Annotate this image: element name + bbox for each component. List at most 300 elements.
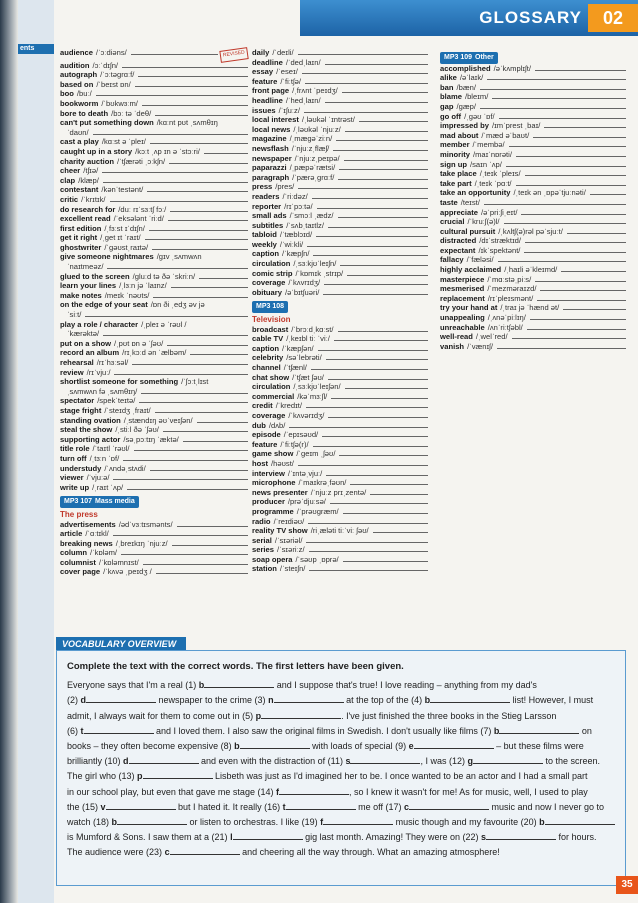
- entry-pronunciation: /ˈɡeɪm ˌʃəʊ/: [296, 449, 336, 459]
- page-number: 35: [616, 876, 638, 894]
- glossary-entry: [60, 157, 248, 167]
- translation-blank[interactable]: [499, 113, 626, 119]
- entry-pronunciation: /ˌbreɪkɪŋ ˈnjuːz/: [115, 538, 168, 548]
- translation-blank[interactable]: [525, 237, 626, 243]
- translation-blank[interactable]: [535, 65, 626, 71]
- translation-blank[interactable]: [325, 97, 428, 103]
- translation-blank[interactable]: [312, 193, 428, 199]
- translation-blank[interactable]: [134, 445, 248, 451]
- glossary-entry: [60, 444, 248, 454]
- translation-blank[interactable]: [163, 426, 248, 432]
- glossary-entry: [60, 61, 248, 71]
- translation-blank[interactable]: [309, 565, 428, 571]
- translation-blank[interactable]: [323, 289, 428, 295]
- translation-blank[interactable]: [328, 374, 428, 380]
- glossary-entry: [60, 548, 248, 558]
- entry-pronunciation: /ˌraɪt ˈʌp/: [92, 482, 124, 492]
- entry-pronunciation: /kɑːnt pʊt ˌsʌmθɪŋ: [156, 118, 218, 128]
- translation-blank[interactable]: [537, 295, 626, 301]
- translation-blank[interactable]: [339, 450, 428, 456]
- glossary-entry: [252, 144, 428, 154]
- translation-blank[interactable]: [516, 180, 626, 186]
- answer-gap[interactable]: [499, 724, 579, 734]
- translation-blank[interactable]: [561, 266, 626, 272]
- glossary-entry: [60, 185, 248, 195]
- translation-blank[interactable]: [309, 546, 428, 552]
- entry-pronunciation: /ɔːˈdɪʃn/: [92, 60, 119, 70]
- overview-text-segment: me off (17): [355, 801, 404, 812]
- entry-pronunciation: /ˈprəʊɡræm/: [296, 506, 339, 516]
- translation-blank[interactable]: [338, 326, 429, 332]
- overview-text-segment: brilliantly (10): [67, 756, 124, 767]
- entry-pronunciation: /ˈfiːtʃə/: [280, 76, 302, 86]
- translation-blank[interactable]: [340, 260, 428, 266]
- entry-word: subtitles: [252, 220, 284, 230]
- entry-pronunciation: /ˈsteɪdʒ ˌfraɪt/: [104, 405, 151, 415]
- translation-blank[interactable]: [307, 241, 428, 247]
- translation-blank[interactable]: [169, 158, 248, 164]
- glossary-entry: [60, 272, 248, 282]
- translation-blank[interactable]: [197, 417, 248, 423]
- glossary-entry: [440, 112, 626, 122]
- translation-blank[interactable]: [170, 206, 248, 212]
- translation-blank[interactable]: [135, 81, 248, 87]
- overview-text-segment: books – they often become expensive (8): [67, 741, 235, 752]
- glossary-entry: [60, 377, 248, 387]
- translation-blank[interactable]: [141, 388, 248, 394]
- translation-blank[interactable]: [313, 250, 428, 256]
- translation-blank[interactable]: [524, 247, 626, 253]
- overview-text-segment: The audience were (23): [67, 847, 165, 858]
- answer-gap[interactable]: [274, 693, 344, 703]
- translation-blank[interactable]: [93, 129, 248, 135]
- glossary-entry: [60, 176, 248, 186]
- translation-blank[interactable]: [204, 148, 248, 154]
- translation-blank[interactable]: [289, 422, 428, 428]
- glossary-entry: [60, 214, 248, 224]
- entry-pronunciation: /ˌteɪk ˈpleɪs/: [479, 169, 521, 179]
- first-letter-hint: s: [481, 832, 487, 843]
- answer-gap[interactable]: [473, 754, 543, 764]
- translation-blank[interactable]: [540, 285, 626, 291]
- translation-blank[interactable]: [535, 276, 626, 282]
- audio-track-label: MP3 109: [444, 54, 473, 61]
- translation-blank[interactable]: [516, 151, 626, 157]
- translation-blank[interactable]: [131, 49, 218, 55]
- left-page-strip: [18, 0, 54, 903]
- glossary-entry: [252, 249, 428, 259]
- first-letter-hint: b: [111, 817, 118, 828]
- glossary-entry: [440, 198, 626, 208]
- translation-blank[interactable]: [506, 161, 626, 167]
- entry-word: credit: [252, 401, 273, 411]
- overview-text-segment: (2): [67, 695, 81, 706]
- translation-blank[interactable]: [370, 489, 428, 495]
- translation-blank[interactable]: [298, 183, 428, 189]
- entry-word: broadcast: [252, 324, 289, 334]
- translation-blank[interactable]: [143, 559, 248, 565]
- translation-blank[interactable]: [350, 479, 428, 485]
- answer-gap[interactable]: [240, 739, 310, 749]
- entry-pronunciation: /səˌpɔːtɪŋ ˈæktə/: [123, 434, 179, 444]
- entry-word: caught up in a story: [60, 146, 133, 156]
- glossary-entry: [60, 70, 248, 80]
- first-letter-hint: c: [164, 847, 170, 858]
- section-subhead: The press: [60, 509, 98, 519]
- translation-blank[interactable]: [107, 263, 248, 269]
- translation-blank[interactable]: [336, 135, 428, 141]
- glossary-entry: [440, 150, 626, 160]
- translation-blank[interactable]: [306, 402, 428, 408]
- entry-word: game show: [252, 449, 294, 459]
- header-title: GLOSSARY: [479, 8, 582, 27]
- overview-text-segment: Everyone says that I'm a real (1): [67, 680, 199, 691]
- entry-word: take place: [440, 169, 477, 179]
- entry-word: cover page: [60, 567, 101, 577]
- glossary-column-2: [252, 48, 428, 574]
- translation-blank[interactable]: [342, 87, 428, 93]
- answer-gap[interactable]: [409, 800, 489, 810]
- glossary-entry: [440, 208, 626, 218]
- translation-blank[interactable]: [155, 407, 248, 413]
- glossary-entry: [252, 497, 428, 507]
- answer-gap[interactable]: [261, 709, 341, 719]
- translation-blank[interactable]: [172, 540, 248, 546]
- overview-text-segment: or listen to orchestras. I like (19): [187, 817, 321, 828]
- entry-word: columnist: [60, 557, 96, 567]
- glossary-entry: [440, 92, 626, 102]
- glossary-entry: [440, 160, 626, 170]
- translation-blank[interactable]: [85, 311, 248, 317]
- entry-pronunciation: /ˈɪʃuːz/: [278, 105, 300, 115]
- translation-blank[interactable]: [344, 155, 428, 161]
- translation-blank[interactable]: [114, 369, 248, 375]
- translation-blank[interactable]: [498, 256, 626, 262]
- translation-blank[interactable]: [304, 107, 428, 113]
- translation-blank[interactable]: [96, 90, 248, 96]
- glossary-entry: [60, 291, 248, 301]
- translation-blank[interactable]: [326, 354, 428, 360]
- entry-word: fallacy: [440, 255, 464, 265]
- entry-word: channel: [252, 363, 281, 372]
- entry-word: on the edge of your seat: [60, 300, 148, 310]
- glossary-entry: [60, 137, 248, 147]
- answer-gap[interactable]: [84, 724, 154, 734]
- translation-blank[interactable]: [345, 383, 428, 389]
- answer-gap[interactable]: [106, 800, 176, 810]
- translation-blank[interactable]: [567, 228, 626, 234]
- glossary-entry: [252, 325, 428, 335]
- translation-blank[interactable]: [199, 273, 248, 279]
- translation-blank[interactable]: [530, 314, 626, 320]
- translation-blank[interactable]: [325, 59, 428, 65]
- translation-blank[interactable]: [155, 110, 248, 116]
- translation-blank[interactable]: [484, 199, 626, 205]
- entry-pronunciation: /ˈepɪsəʊd/: [283, 430, 319, 440]
- translation-blank[interactable]: [103, 177, 248, 183]
- entry-word: episode: [252, 430, 281, 440]
- glossary-entry: [252, 363, 428, 373]
- translation-blank[interactable]: [480, 84, 626, 90]
- translation-blank[interactable]: [590, 189, 626, 195]
- translation-blank[interactable]: [103, 330, 248, 336]
- entry-pronunciation: /ɒn ði ˌedʒ əv jə: [150, 300, 205, 310]
- entry-pronunciation: /ˈeksələnt ˈriːd/: [113, 214, 164, 224]
- translation-blank[interactable]: [322, 431, 428, 437]
- glossary-entry: [252, 507, 428, 517]
- first-letter-hint: b: [539, 817, 545, 828]
- translation-blank[interactable]: [359, 116, 428, 122]
- first-letter-hint: e: [408, 741, 414, 752]
- translation-blank[interactable]: [122, 62, 248, 68]
- overview-line: [67, 709, 615, 724]
- answer-gap[interactable]: [170, 845, 240, 855]
- entry-word: try your hand at: [440, 303, 498, 313]
- translation-blank[interactable]: [334, 335, 428, 341]
- translation-blank[interactable]: [142, 100, 248, 106]
- translation-blank[interactable]: [331, 393, 428, 399]
- translation-blank[interactable]: [492, 93, 626, 99]
- entry-word: programme: [252, 506, 294, 516]
- entry-pronunciation: /ˈpærəˌɡrɑːf/: [292, 172, 335, 182]
- entry-pronunciation: /ˌhaɪli əˈkleɪmd/: [504, 265, 558, 275]
- answer-gap[interactable]: [323, 815, 393, 825]
- translation-blank[interactable]: [110, 196, 248, 202]
- translation-blank[interactable]: [302, 68, 428, 74]
- first-letter-hint: v: [100, 801, 106, 812]
- entry-word: essay: [252, 67, 274, 77]
- translation-blank[interactable]: [190, 349, 248, 355]
- translation-blank[interactable]: [521, 209, 626, 215]
- glossary-entry: [252, 488, 428, 498]
- answer-gap[interactable]: [350, 754, 420, 764]
- translation-blank[interactable]: [138, 71, 248, 77]
- entry-word: masterpiece: [440, 274, 485, 284]
- overview-text-segment: and I loved them. I also saw the original films in Swedish. I don't usually like films (7): [153, 725, 494, 736]
- entry-pronunciation: /ˈsmɔːl ˌædz/: [289, 211, 334, 221]
- translation-blank[interactable]: [328, 222, 428, 228]
- translation-blank[interactable]: [306, 537, 428, 543]
- glossary-entry: [60, 396, 248, 406]
- translation-blank[interactable]: [339, 164, 428, 170]
- translation-blank[interactable]: [504, 218, 626, 224]
- translation-blank[interactable]: [167, 340, 248, 346]
- entry-word: autograph: [60, 70, 98, 80]
- entry-word: readers: [252, 191, 280, 201]
- glossary-entry: [60, 80, 248, 90]
- entry-pronunciation: /ɡɪv ˌsʌmwʌn: [156, 252, 202, 262]
- translation-blank[interactable]: [533, 132, 626, 138]
- translation-blank[interactable]: [563, 304, 626, 310]
- entry-pronunciation: /bleɪm/: [464, 92, 489, 102]
- other-section-tag: [440, 52, 498, 64]
- glossary-entry: [60, 109, 248, 119]
- translation-blank[interactable]: [497, 343, 626, 349]
- translation-blank[interactable]: [102, 167, 248, 173]
- overview-text-segment: . I've just finished the three books in the Stieg Larsson: [341, 710, 557, 721]
- glossary-entry: [252, 125, 428, 135]
- entry-pronunciation: /ˈkʌvrɪdʒ/: [288, 278, 321, 288]
- section-subhead: Television: [252, 315, 291, 325]
- translation-blank[interactable]: [311, 364, 428, 370]
- entry-pronunciation: /ˌɡəʊ ˈɒf/: [464, 111, 495, 121]
- translation-blank[interactable]: [544, 122, 626, 128]
- translation-blank[interactable]: [298, 460, 428, 466]
- entry-pronunciation: /kɑːst ə ˈpleɪ/: [101, 137, 146, 147]
- glossary-entry: [252, 382, 428, 392]
- translation-blank[interactable]: [113, 530, 248, 536]
- answer-gap[interactable]: [279, 785, 349, 795]
- entry-word: highly acclaimed: [440, 265, 502, 275]
- entry-word: cultural pursuit: [440, 226, 496, 236]
- translation-blank[interactable]: [317, 203, 428, 209]
- entry-word: comic strip: [252, 268, 293, 278]
- translation-blank[interactable]: [373, 527, 428, 533]
- entry-word: chat show: [252, 372, 290, 382]
- answer-gap[interactable]: [545, 815, 615, 825]
- translation-blank[interactable]: [298, 49, 428, 55]
- glossary-entry: [252, 48, 428, 58]
- glossary-entry: [252, 230, 428, 240]
- entry-pronunciation: /spekˈteɪtə/: [97, 396, 136, 406]
- overview-line: [67, 739, 615, 754]
- overview-line: [67, 693, 615, 708]
- entry-pronunciation: /ˈhedˌlaɪn/: [285, 95, 321, 105]
- entry-word: put on a show: [60, 338, 112, 348]
- entry-word: deadline: [252, 57, 283, 67]
- translation-blank[interactable]: [509, 141, 626, 147]
- overview-text-segment: gig last month. Amazing! They were on (22): [302, 832, 482, 843]
- translation-blank[interactable]: [149, 225, 248, 231]
- translation-blank[interactable]: [338, 212, 428, 218]
- glossary-entry: [252, 182, 428, 192]
- entry-word: ghostwriter: [60, 242, 102, 252]
- entry-word: viewer: [60, 473, 84, 483]
- translation-blank[interactable]: [324, 279, 428, 285]
- translation-blank[interactable]: [156, 568, 248, 574]
- translation-blank[interactable]: [145, 234, 248, 240]
- translation-blank[interactable]: [127, 484, 248, 490]
- answer-gap[interactable]: [143, 769, 213, 779]
- translation-blank[interactable]: [333, 145, 428, 151]
- translation-blank[interactable]: [183, 436, 248, 442]
- translation-blank[interactable]: [171, 282, 248, 288]
- glossary-entry: [60, 416, 248, 426]
- translation-blank[interactable]: [328, 412, 428, 418]
- entry-word: audience: [60, 48, 93, 57]
- glossary-entry: [252, 211, 428, 221]
- translation-blank[interactable]: [150, 138, 248, 144]
- entry-word: cheer: [60, 166, 81, 176]
- entry-pronunciation: /ˌkʌltʃ(ə)rəl pəˈsjuːt/: [498, 226, 563, 236]
- entry-pronunciation: /ˈtʃæt ʃəʊ/: [292, 372, 324, 382]
- entry-word: sign up: [440, 159, 467, 169]
- translation-blank[interactable]: [487, 74, 626, 80]
- entry-word: learn your lines: [60, 281, 117, 291]
- translation-blank[interactable]: [123, 455, 248, 461]
- translation-blank[interactable]: [113, 474, 248, 480]
- glossary-entry: [60, 520, 248, 530]
- glossary-entry: [440, 294, 626, 304]
- translation-blank[interactable]: [313, 441, 428, 447]
- translation-blank[interactable]: [153, 292, 248, 298]
- translation-blank[interactable]: [512, 333, 626, 339]
- translation-blank[interactable]: [480, 103, 626, 109]
- glossary-entry: [440, 265, 626, 275]
- translation-blank[interactable]: [318, 345, 428, 351]
- translation-blank[interactable]: [308, 518, 428, 524]
- entry-word: replacement: [440, 293, 485, 303]
- entry-pronunciation: /ˌɡet ɪt ˈraɪt/: [100, 233, 141, 243]
- translation-blank[interactable]: [326, 470, 428, 476]
- answer-gap[interactable]: [233, 830, 303, 840]
- translation-blank[interactable]: [150, 465, 248, 471]
- answer-gap[interactable]: [117, 815, 187, 825]
- entry-pronunciation: /ɪmˈprest ˌbaɪ/: [491, 121, 541, 131]
- translation-blank[interactable]: [139, 397, 248, 403]
- glossary-entry: [60, 147, 248, 157]
- translation-blank[interactable]: [316, 231, 428, 237]
- translation-blank[interactable]: [305, 78, 428, 84]
- entry-pronunciation: /ˈmembə/: [472, 140, 505, 150]
- entry-word: play a role / character: [60, 319, 139, 329]
- entry-word: column: [60, 548, 88, 558]
- translation-blank[interactable]: [168, 215, 248, 221]
- translation-blank[interactable]: [345, 126, 428, 132]
- overview-text-segment: – but these films were: [493, 741, 584, 752]
- glossary-entry: [252, 517, 428, 527]
- overview-text-segment: music and now I never go to: [488, 801, 605, 812]
- answer-gap[interactable]: [414, 739, 494, 749]
- glossary-entry: [252, 134, 428, 144]
- entry-word: celebrity: [252, 353, 284, 363]
- entry-pronunciation: /rɪˈhɜːsəl/: [96, 358, 129, 367]
- glossary-entry: [440, 313, 626, 323]
- answer-gap[interactable]: [129, 754, 199, 764]
- glossary-entry: [60, 252, 248, 262]
- translation-blank[interactable]: [338, 174, 428, 180]
- answer-gap[interactable]: [86, 693, 156, 703]
- glossary-entry: [252, 192, 428, 202]
- entry-word: accomplished: [440, 63, 491, 73]
- translation-blank[interactable]: [121, 549, 248, 555]
- answer-gap[interactable]: [430, 693, 510, 703]
- translation-blank[interactable]: [343, 508, 428, 514]
- entry-pronunciation: /teɪst/: [460, 197, 480, 207]
- translation-blank[interactable]: [527, 324, 626, 330]
- translation-blank[interactable]: [177, 521, 248, 527]
- answer-gap[interactable]: [204, 678, 274, 688]
- translation-blank[interactable]: [347, 270, 428, 276]
- entry-word: article: [60, 529, 83, 539]
- translation-blank[interactable]: [525, 170, 626, 176]
- entry-pronunciation: /rɪˈvjuː/: [86, 367, 111, 377]
- translation-blank[interactable]: [132, 359, 248, 365]
- translation-blank[interactable]: [152, 244, 248, 250]
- entry-word: microphone: [252, 478, 296, 488]
- entry-word: feature: [252, 76, 278, 86]
- entry-pronunciation: /ˌlɜːn jə ˈlaɪnz/: [119, 281, 167, 291]
- entry-pronunciation: /ˈdeɪli/: [272, 48, 294, 57]
- translation-blank[interactable]: [343, 556, 428, 562]
- answer-gap[interactable]: [286, 800, 356, 810]
- entry-word: small ads: [252, 211, 287, 221]
- answer-gap[interactable]: [486, 830, 556, 840]
- glossary-entry: [60, 166, 248, 176]
- translation-blank[interactable]: [147, 186, 248, 192]
- entry-word: magazine: [252, 134, 287, 144]
- translation-blank[interactable]: [330, 498, 428, 504]
